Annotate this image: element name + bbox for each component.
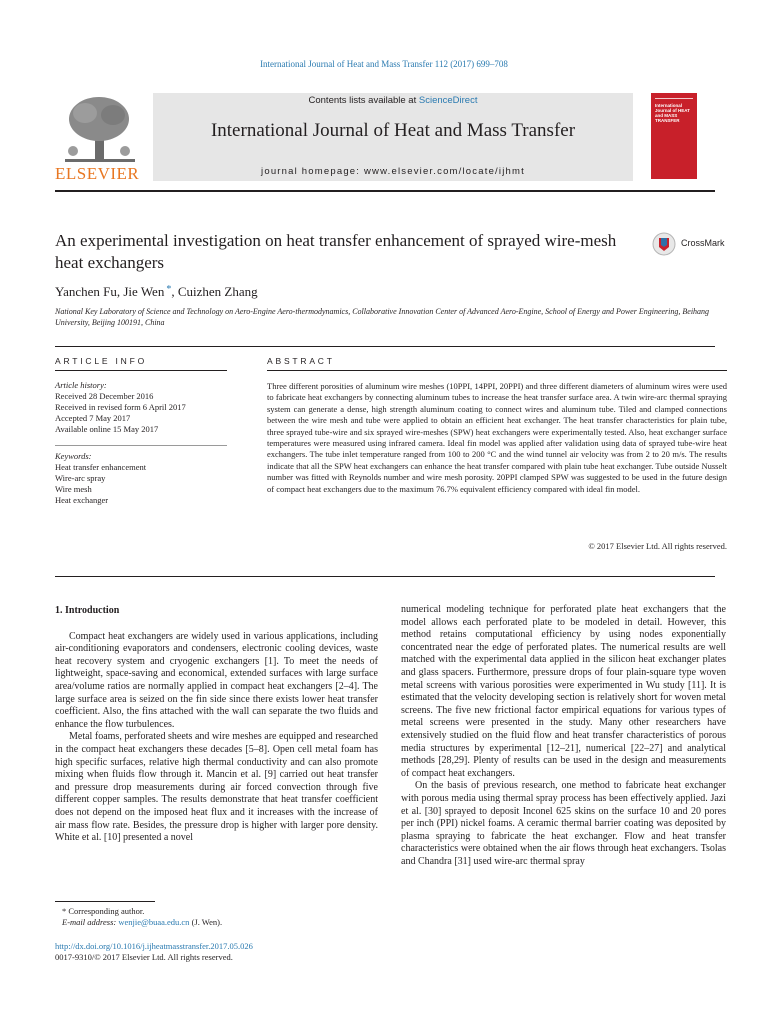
- history-revised: Received in revised form 6 April 2017: [55, 402, 186, 412]
- body-divider: [55, 576, 715, 577]
- journal-cover-thumbnail[interactable]: [651, 93, 697, 179]
- keyword-item: Wire-arc spray: [55, 473, 106, 483]
- issn-line: 0017-9310/© 2017 Elsevier Ltd. All rights reserved.: [55, 952, 233, 962]
- cover-title: International Journal of HEAT and MASS TRANSFER: [655, 103, 690, 123]
- sciencedirect-link[interactable]: ScienceDirect: [418, 95, 478, 106]
- keyword-item: Heat transfer enhancement: [55, 462, 147, 472]
- keywords-heading: Keywords:: [55, 451, 92, 461]
- corresponding-author-note: * Corresponding author.: [62, 906, 145, 916]
- paragraph: Metal foams, perforated sheets and wire meshes are equipped and researched in the compact heat exchangers these decades [5–8]. Open cell metal foam has high specific surfaces, relative high thermal conductivity and can also promote mixing when fluids flow through it. Mancin et al. [9] carried out heat transfer and pressure drop measurements during air forced convection through five different copper samples. The results demonstrate that heat transfer coefficient does not depend on the imposed heat flux and it increases with the increase of air mass flow rate. Besides, the pressure drop is higher with larger pore density. White et al. [10] presented a novel: [55, 731, 378, 844]
- paragraph: Compact heat exchangers are widely used in various applications, including air-conditioning evaporators and condensers, electronic cooling devices, waste heat recovery system and cryogenic exchangers [1]. To meet the needs of lightweight, space-saving and economical, extended surfaces with large surface area/volume ratios are normally applied in compact heat exchangers [2–4]. The large surface area is seized on the fin side since there exists lower heat transfer coefficient. Also, the fins attached with the wall can separate the two fluids and enhance the flow turbulences.: [55, 630, 378, 730]
- header-divider: [55, 190, 715, 192]
- email-link[interactable]: wenjie@buaa.edu.cn: [118, 917, 190, 927]
- info-top-divider: [55, 346, 715, 347]
- abstract-copyright: © 2017 Elsevier Ltd. All rights reserved.: [588, 541, 727, 551]
- doi-block: [55, 941, 455, 963]
- keyword-item: Wire mesh: [55, 484, 92, 494]
- left-column: [55, 605, 378, 845]
- corresponding-author-mark[interactable]: *: [166, 284, 172, 295]
- paragraph: numerical modeling technique for perforated plate heat exchangers that the model allows each perforated plate to be modeled in detail. However, this method retains computational efficiency by using nodes exponentially concentrated near the edge of perforated plates. The numerical results are well matched with the experimental data applied in the silicon heat exchanger plates and glass spacers. Furthermore, pressure drops of four plain-square type woven metal screens with various porosities were experimented in Wu study [11]. It is estimated that the velocity developing section is relatively short for woven metal screens. The five new frictional factor empirical equations for various types of metal screens were presented in the study. Many other researchers have extensively studied on the fluid flow and heat transfer characteristics of porous media structures by experimental [12–21], numerical [22–27] and analytical methods [28,29]. Plenty of results can be used in the design and measurements of compact heat exchangers.: [401, 604, 726, 779]
- journal-citation-link[interactable]: International Journal of Heat and Mass Transfer 112 (2017) 699–708: [260, 59, 508, 69]
- author-list: Yanchen Fu, Jie Wen *, Cuizhen Zhang: [55, 284, 258, 299]
- crossmark-icon: [652, 232, 676, 256]
- article-title: An experimental investigation on heat transfer enhancement of sprayed wire-mesh heat exchangers: [55, 231, 617, 272]
- history-online: Available online 15 May 2017: [55, 424, 159, 434]
- article-info-rule: [55, 370, 227, 371]
- doi-link[interactable]: http://dx.doi.org/10.1016/j.ijheatmasstransfer.2017.05.026: [55, 941, 253, 951]
- article-info-heading: ARTICLE INFO: [55, 356, 148, 366]
- abstract-heading: ABSTRACT: [267, 356, 335, 366]
- footnote-rule: [55, 901, 155, 902]
- crossmark-button[interactable]: [652, 232, 732, 258]
- footnote: * Corresponding author. E-mail address: wenjie@buaa.edu.cn (J. Wen).: [62, 906, 382, 928]
- paragraph: On the basis of previous research, one method to fabricate heat exchanger with porous media using thermal spray process has been effectively applied. Jazi et al. [30] sprayed to deposit Inconel 625 skins on the surface 10 and 20 pores per inch (PPI) nickel foams. A ceramic thermal barrier coating was deposited by plasma spraying to fabricate the heat exchanger. Flow and heat transfer characteristics were obtained when the air flows through heat exchangers. Tsolas and Chandra [31] used wire-arc thermal spray: [401, 780, 726, 867]
- publisher-logo-text: ELSEVIER: [55, 164, 140, 183]
- keyword-item: Heat exchanger: [55, 495, 109, 505]
- abstract-text: Three different porosities of aluminum wire meshes (10PPI, 14PPI, 20PPI) and three different diameters of aluminum wires were used to fabricate heat exchangers by connecting aluminum tubes to increase the heat transfer surface area. A twin wire-arc thermal spraying system can generate a dense, high strength aluminum coating to connect wires and aluminum tube. Tiled and clamped connections between the wire mesh and tube were applied to obtain an efficient heat exchanger. The heat transfer characteristics for plain tube, three sprayed tube-wire and six sprayed wire-meshes (SPW) heat exchangers were experimentally tested. Also, heat exchanger surface temperatures were measured using infrared camera. Ideal fin model was applied after validation using data of sprayed tube-wire heat exchangers. The tube inlet temperature ranged from 100 to 200 °C and the wind tunnel air velocity was from 2 to 20 m/s. The results indicate that all the SPW heat exchangers can enhance the heat transfer compared with plain tube heat exchanger. Tube outside Nusselt number was fitted with Reynolds number and wire mesh porosity. 20PPI clamped SPW was suggested to be used in the future design of compact heat exchangers due to the maximum 76.7% equivalent efficiency compared with ideal fin model.: [267, 381, 727, 494]
- keywords-block: [55, 451, 235, 506]
- abstract-rule: [267, 370, 727, 371]
- history-accepted: Accepted 7 May 2017: [55, 413, 131, 423]
- section-heading: 1. Introduction: [55, 605, 120, 616]
- history-received: Received 28 December 2016: [55, 391, 154, 401]
- journal-homepage-link[interactable]: journal homepage: www.elsevier.com/locate/ijhmt: [261, 166, 525, 177]
- contents-line: Contents lists available at ScienceDirect: [308, 95, 478, 106]
- crossmark-label: CrossMark: [681, 238, 725, 248]
- right-column: [401, 604, 726, 868]
- journal-name: International Journal of Heat and Mass Transfer: [210, 120, 576, 141]
- author-affiliation: National Key Laboratory of Science and Technology on Aero-Engine Aero-thermodynamics, Collaborative Innovation Center of Advanced Aero-Engine, School of Energy and Power Engineering, Beihang University, Beijing 100191, China: [55, 307, 710, 327]
- keywords-rule: [55, 445, 227, 446]
- article-history: [55, 380, 235, 435]
- history-heading: Article history:: [55, 380, 107, 390]
